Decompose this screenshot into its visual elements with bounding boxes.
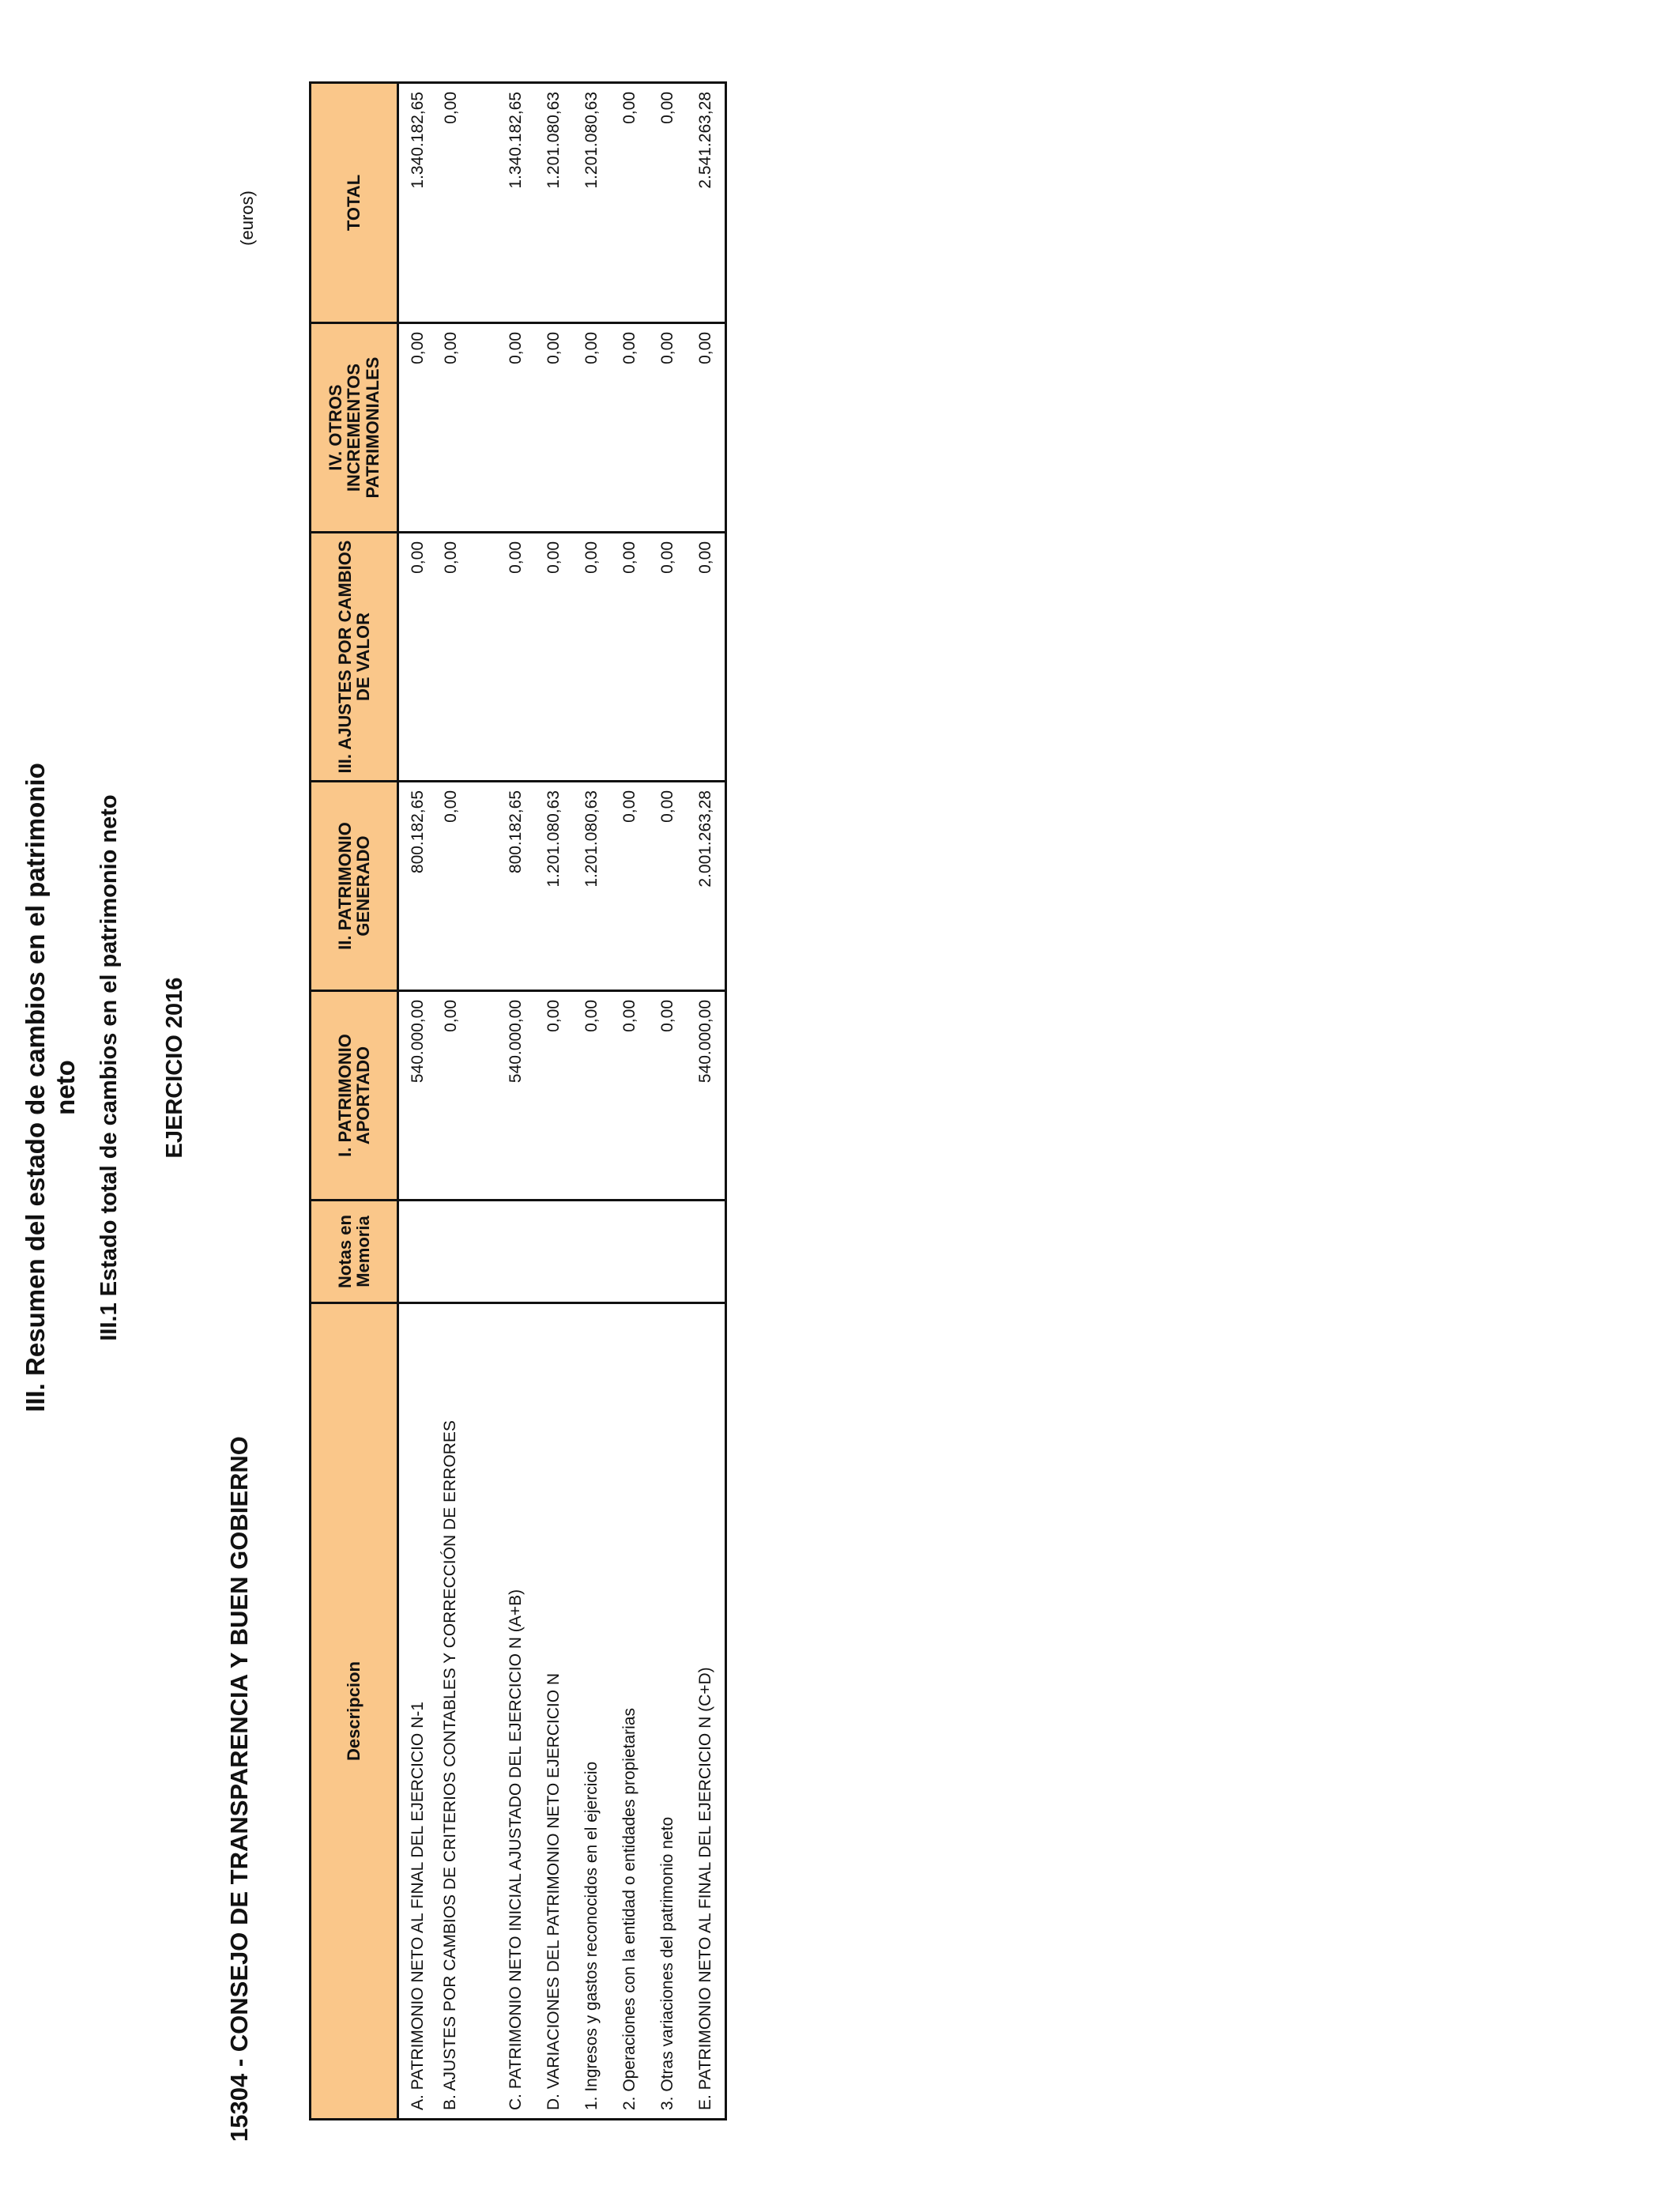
table-row <box>398 83 438 2120</box>
row-otros: 0,00 <box>535 323 573 533</box>
row-description: 1. Ingresos y gastos reconocidos en el ejercicio <box>573 1303 611 2120</box>
page-subtitle: III.1 Estado total de cambios en el patrimonio neto <box>96 794 122 1341</box>
header-otros: IV. OTROS INCREMENTOS PATRIMONIALES <box>311 323 398 533</box>
header-aportado: I. PATRIMONIO APORTADO <box>311 991 398 1201</box>
row-notas <box>649 1201 687 1303</box>
entity-name: 15304 - CONSEJO DE TRANSPARENCIA Y BUEN GOBIERNO <box>225 1436 253 2142</box>
row-total: 1.201.080,63 <box>573 83 611 323</box>
header-descripcion: Descripcion <box>311 1303 398 2120</box>
row-otros: 0,00 <box>497 323 535 533</box>
row-ajustes: 0,00 <box>649 533 687 782</box>
row-generado: 0,00 <box>611 782 649 991</box>
table-row <box>573 83 611 2120</box>
row-notas <box>497 1201 535 1303</box>
row-ajustes: 0,00 <box>573 533 611 782</box>
table-row <box>497 83 535 2120</box>
row-ajustes: 0,00 <box>611 533 649 782</box>
row-description: B. AJUSTES POR CAMBIOS DE CRITERIOS CONTABLES Y CORRECCIÓN DE ERRORES <box>437 1303 497 2120</box>
units-label: (euros) <box>237 190 257 246</box>
row-notas <box>687 1201 726 1303</box>
row-aportado: 540.000,00 <box>687 991 726 1201</box>
page-title: III. Resumen del estado de cambios en el patrimonio neto <box>21 763 80 1412</box>
row-otros: 0,00 <box>573 323 611 533</box>
row-otros: 0,00 <box>649 323 687 533</box>
row-aportado: 0,00 <box>437 991 497 1201</box>
row-notas <box>398 1201 438 1303</box>
row-total: 0,00 <box>611 83 649 323</box>
row-description: C. PATRIMONIO NETO INICIAL AJUSTADO DEL EJERCICIO N (A+B) <box>497 1303 535 2120</box>
row-description: D. VARIACIONES DEL PATRIMONIO NETO EJERCICIO N <box>535 1303 573 2120</box>
row-generado: 2.001.263,28 <box>687 782 726 991</box>
row-generado: 1.201.080,63 <box>535 782 573 991</box>
row-aportado: 0,00 <box>611 991 649 1201</box>
equity-changes-table <box>309 81 727 2120</box>
row-aportado: 0,00 <box>649 991 687 1201</box>
row-total: 1.340.182,65 <box>398 83 438 323</box>
header-total: TOTAL <box>311 83 398 323</box>
row-ajustes: 0,00 <box>497 533 535 782</box>
row-total: 0,00 <box>437 83 497 323</box>
table-header-row <box>311 83 398 2120</box>
row-aportado: 0,00 <box>535 991 573 1201</box>
table-row <box>687 83 726 2120</box>
row-notas <box>573 1201 611 1303</box>
row-total: 2.541.263,28 <box>687 83 726 323</box>
row-otros: 0,00 <box>687 323 726 533</box>
row-description: 2. Operaciones con la entidad o entidades propietarias <box>611 1303 649 2120</box>
row-otros: 0,00 <box>611 323 649 533</box>
row-otros: 0,00 <box>437 323 497 533</box>
row-total: 0,00 <box>649 83 687 323</box>
table-row <box>611 83 649 2120</box>
row-generado: 0,00 <box>437 782 497 991</box>
row-total: 1.201.080,63 <box>535 83 573 323</box>
exercise-label: EJERCICIO 2016 <box>162 977 187 1159</box>
row-description: A. PATRIMONIO NETO AL FINAL DEL EJERCICIO N-1 <box>398 1303 438 2120</box>
row-generado: 1.201.080,63 <box>573 782 611 991</box>
header-notas: Notas en Memoria <box>311 1201 398 1303</box>
table-row <box>535 83 573 2120</box>
header-ajustes: III. AJUSTES POR CAMBIOS DE VALOR <box>311 533 398 782</box>
row-aportado: 0,00 <box>573 991 611 1201</box>
row-aportado: 540.000,00 <box>398 991 438 1201</box>
row-description: 3. Otras variaciones del patrimonio neto <box>649 1303 687 2120</box>
header-generado: II. PATRIMONIO GENERADO <box>311 782 398 991</box>
row-otros: 0,00 <box>398 323 438 533</box>
row-generado: 0,00 <box>649 782 687 991</box>
row-ajustes: 0,00 <box>398 533 438 782</box>
row-notas <box>437 1201 497 1303</box>
table-row <box>649 83 687 2120</box>
table-row <box>437 83 497 2120</box>
row-notas <box>611 1201 649 1303</box>
row-ajustes: 0,00 <box>535 533 573 782</box>
row-aportado: 540.000,00 <box>497 991 535 1201</box>
row-notas <box>535 1201 573 1303</box>
row-total: 1.340.182,65 <box>497 83 535 323</box>
row-ajustes: 0,00 <box>687 533 726 782</box>
row-description: E. PATRIMONIO NETO AL FINAL DEL EJERCICIO N (C+D) <box>687 1303 726 2120</box>
row-generado: 800.182,65 <box>398 782 438 991</box>
row-ajustes: 0,00 <box>437 533 497 782</box>
row-generado: 800.182,65 <box>497 782 535 991</box>
